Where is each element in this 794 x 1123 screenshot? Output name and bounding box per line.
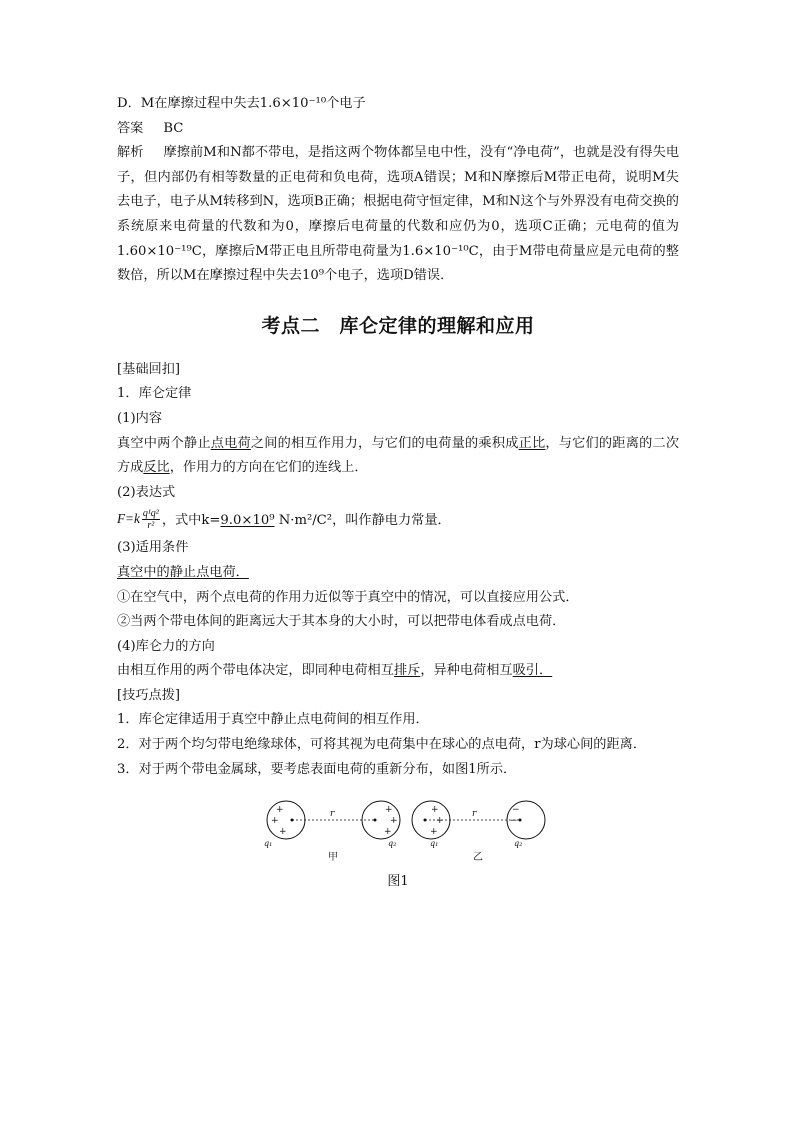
center-dot xyxy=(519,819,522,822)
figure-1-diagram xyxy=(248,792,548,864)
sub3-item-i: ①在空气中，两个点电荷的作用力近似等于真空中的情况，可以直接应用公式． xyxy=(117,589,579,605)
tip-1: 1．库仑定律适用于真空中静止点电荷间的相互作用． xyxy=(117,712,429,728)
distance-label: r xyxy=(472,809,477,820)
analysis-paragraph xyxy=(117,141,679,289)
analysis-text: 摩擦前M和N都不带电，是指这两个物体都呈电中性，没有“净电荷”，也就是没有得失电子，但内部仍有相等数量的正电荷和负电荷，选项A错误；M和N摩擦后M带正电荷，说明M失去电子，电子从M转移到N，选项B正确；根据电荷守恒定律，M和N这个与外界没有电荷交换的系统原来电荷量的代数和为0，摩擦后电荷量的代数和应仍为0，选项C正确；元电荷的值为1.60×10⁻¹⁹C，摩擦后M带正电且所带电荷量为1.6×10⁻¹⁰C，由于M带电荷量应是元电荷的整数倍，所以M在摩擦过程中失去10⁹个电子，选项D错误． xyxy=(117,145,680,284)
answer-value: BC xyxy=(163,120,184,136)
diagram-yi xyxy=(412,801,545,863)
sub4-repel: 排斥 xyxy=(393,663,421,679)
content-text-a: 真空中两个静止 xyxy=(117,435,211,451)
answer-line xyxy=(117,117,679,142)
sub4-line xyxy=(117,659,679,684)
sub4-attract: 吸引． xyxy=(512,663,553,679)
coulomb-formula xyxy=(117,504,162,535)
tip-3: 3．对于两个带电金属球，要考虑表面电荷的重新分布，如图1所示． xyxy=(117,761,517,777)
section-title: 考点二 库仑定律的理解和应用 xyxy=(261,314,535,337)
charge-label-q2: q₂ xyxy=(514,839,523,849)
analysis-label: 解析 xyxy=(117,145,144,161)
charge-sign: + xyxy=(276,805,284,816)
formula-fraction xyxy=(142,508,160,531)
coulomb-law-content xyxy=(117,432,679,481)
document-page xyxy=(117,92,679,889)
charge-sign: + xyxy=(436,816,444,827)
formula-lhs: F=k xyxy=(117,511,140,527)
center-dot xyxy=(291,819,294,822)
basic-item1: 1．库仑定律 xyxy=(117,386,192,402)
sub4-title: (4)库仑力的方向 xyxy=(117,638,215,654)
charge-sign: + xyxy=(431,805,439,816)
tip-2: 2．对于两个均匀带电绝缘球体，可将其视为电荷集中在球心的点电荷，r为球心间的距离． xyxy=(117,737,647,753)
center-dot xyxy=(424,819,427,822)
content-point-charge: 点电荷 xyxy=(210,435,251,451)
content-direct-proportion: 正比 xyxy=(518,435,546,451)
label-jia: 甲 xyxy=(328,852,338,864)
formula-mid: ，式中k= xyxy=(161,513,221,529)
sub3-line: 真空中的静止点电荷． xyxy=(117,564,249,580)
answer-label: 答案 xyxy=(117,120,144,136)
sub4-text-a: 由相互作用的两个带电体决定，即同种电荷相互 xyxy=(117,663,394,679)
formula-tail: ，叫作静电力常量． xyxy=(332,513,451,529)
basic-heading: [基础回扣] xyxy=(117,361,181,377)
sub1-title: (1)内容 xyxy=(117,410,163,426)
center-dot xyxy=(374,819,377,822)
formula-line xyxy=(117,505,679,536)
content-text-g: ，作用力的方向在它们的连线上． xyxy=(169,460,368,476)
sub2-title: (2)表达式 xyxy=(117,484,176,500)
charge-sign: + xyxy=(271,816,279,827)
tips-heading: [技巧点拨] xyxy=(117,687,181,703)
sub3-item-ii: ②当两个带电体间的距离远大于其本身的大小时，可以把带电体看成点电荷． xyxy=(117,614,566,630)
charge-sign: + xyxy=(390,816,398,827)
charge-sign: + xyxy=(430,827,438,838)
content-text-c: 之间的相互作用力，与它们的电荷量的乘积成 xyxy=(250,435,519,451)
charge-sign: + xyxy=(384,827,392,838)
charge-sign: − xyxy=(512,805,520,816)
sub4-text-c: ，异种电荷相互 xyxy=(420,663,513,679)
charge-label-q2: q₂ xyxy=(388,839,397,849)
charge-sign: + xyxy=(385,805,393,816)
charge-sign: − xyxy=(510,816,518,827)
diagram-jia xyxy=(264,801,400,863)
charge-label-q1: q₁ xyxy=(430,839,439,849)
charge-sign: + xyxy=(279,827,287,838)
content-inverse-proportion: 反比 xyxy=(143,460,170,476)
formula-numerator: q¹q² xyxy=(142,508,159,520)
formula-denominator: r² xyxy=(147,520,155,532)
charge-label-q1: q₁ xyxy=(264,839,273,849)
option-d: D．M在摩擦过程中失去1.6×10⁻¹⁰个电子 xyxy=(117,96,366,111)
formula-unit: N·m²/C² xyxy=(278,513,333,529)
formula-constant-value: 9.0×10⁹ xyxy=(220,513,275,529)
figure-caption: 图1 xyxy=(387,874,409,890)
label-yi: 乙 xyxy=(473,852,483,864)
sub3-title: (3)适用条件 xyxy=(117,540,189,556)
content-text-e: ，与它们的距离的二次方成 xyxy=(117,435,680,476)
distance-label: r xyxy=(330,809,335,820)
